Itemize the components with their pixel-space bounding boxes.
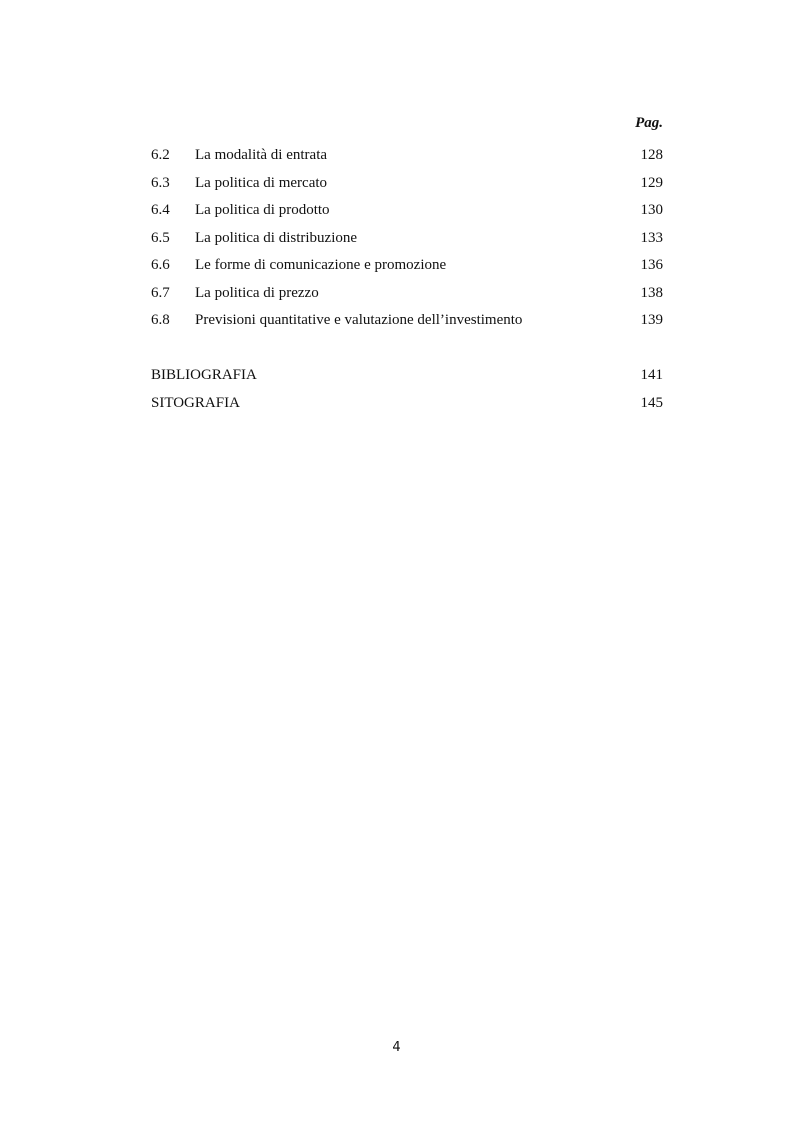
toc-section-title: La politica di mercato [195, 174, 328, 191]
toc-entry-6-4 [151, 199, 663, 227]
toc-page-number: 130 [640, 202, 663, 218]
toc-page-number: 128 [640, 147, 663, 163]
toc-section-number: 6.8 [151, 312, 170, 328]
toc-page-number: 141 [640, 367, 663, 383]
page-number: 4 [392, 1040, 401, 1055]
toc-section-title: La politica di distribuzione [195, 229, 358, 246]
toc-page-number: 145 [640, 394, 663, 411]
toc-chapter-title: SITOGRAFIA [151, 394, 240, 411]
toc-section-number: 6.3 [151, 174, 170, 191]
toc-entry-6-3 [151, 172, 663, 200]
toc-entry-6-8 [151, 309, 663, 337]
toc-page-number: 129 [640, 174, 663, 191]
toc-page-number: 136 [640, 257, 663, 273]
toc-section-number: 6.7 [151, 284, 170, 301]
toc-section-title: La politica di prodotto [195, 202, 330, 218]
toc-entry-sitografia [151, 392, 663, 420]
toc-page-number: 138 [640, 284, 663, 301]
toc-page-number: 139 [640, 312, 663, 328]
toc-entry-bibliografia [151, 364, 663, 392]
toc-section-number: 6.2 [151, 147, 170, 163]
toc-chapter-title: BIBLIOGRAFIA [151, 367, 257, 383]
pag-column-header: Pag. [635, 115, 663, 131]
toc-section-number: 6.4 [151, 202, 170, 218]
toc-section-title: Previsioni quantitative e valutazione dell’investimento [195, 312, 523, 328]
table-of-contents [151, 144, 663, 419]
toc-entry-6-5 [151, 227, 663, 255]
toc-page-number: 133 [640, 229, 663, 246]
toc-entry-6-2 [151, 144, 663, 172]
toc-section-title: Le forme di comunicazione e promozione [195, 257, 447, 273]
toc-section-title: La politica di prezzo [195, 284, 319, 301]
toc-section-number: 6.6 [151, 257, 170, 273]
toc-spacer [151, 337, 663, 365]
toc-entry-6-6 [151, 254, 663, 282]
toc-entry-6-7 [151, 282, 663, 310]
toc-section-title: La modalità di entrata [195, 147, 328, 163]
toc-section-number: 6.5 [151, 229, 170, 246]
